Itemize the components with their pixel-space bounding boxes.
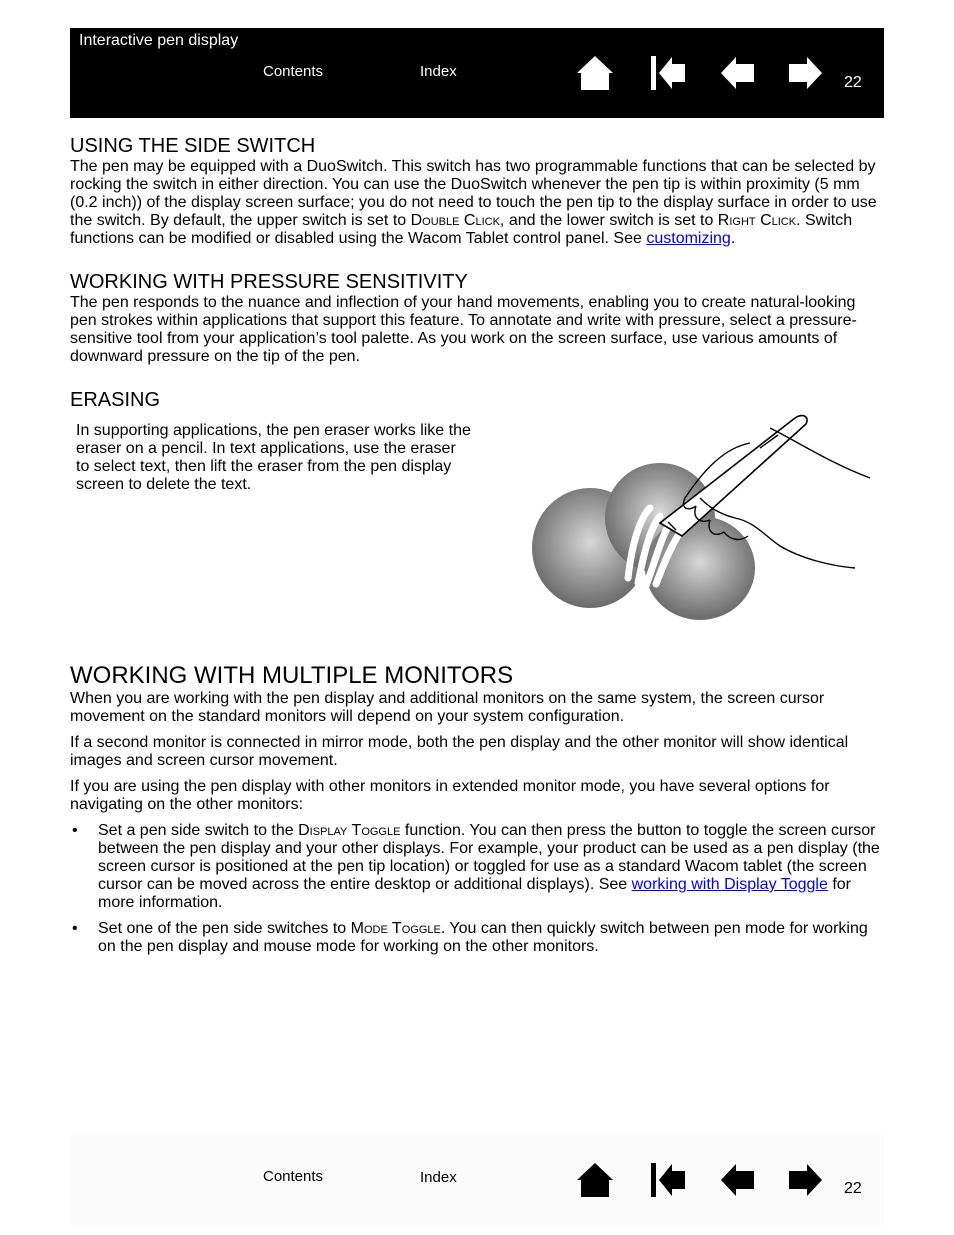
mode-toggle-term: Mode Toggle [350, 920, 441, 937]
body-text: Set one of the pen side switches to [98, 920, 351, 937]
footer-bar [70, 1135, 884, 1225]
section-side-switch [70, 134, 884, 248]
next-page-icon[interactable] [785, 1160, 825, 1200]
index-link[interactable]: Index [420, 63, 457, 80]
section-body [70, 158, 884, 248]
double-click-term: Double Click [410, 212, 500, 229]
section-heading: USING THE SIDE SWITCH [70, 135, 316, 157]
previous-page-icon[interactable] [718, 1160, 758, 1200]
display-toggle-term: Display Toggle [298, 822, 401, 839]
body-text: for more information. [98, 876, 851, 911]
home-icon[interactable] [575, 53, 615, 93]
contents-link[interactable]: Contents [263, 63, 324, 80]
first-page-icon[interactable] [648, 53, 688, 93]
list-item [70, 920, 884, 956]
page-content [70, 134, 884, 964]
section-body: If you are using the pen display with other monitors in extended monitor mode, you have several options for navigating on the other monitors: [70, 778, 830, 813]
first-page-icon[interactable] [648, 1160, 688, 1200]
body-text: The pen may be equipped with a DuoSwitch. This switch has two programmable functions that can be selected by rocking the switch in either direction. You can use the DuoSwitch whenever the pen tip is within proximity (5 mm (0.2 inch)) of the display screen surface; you do not need to touch the pen tip to the display surface in order to use the switch. By default, the upper switch is set to [70, 158, 877, 229]
right-click-term: Right Click [717, 212, 797, 229]
erasing-row [70, 422, 884, 662]
section-heading: WORKING WITH PRESSURE SENSITIVITY [70, 271, 468, 293]
header-bar [70, 28, 884, 118]
section-monitors [70, 662, 884, 956]
section-erasing [70, 388, 884, 662]
section-body: When you are working with the pen display and additional monitors on the same system, the screen cursor movement on the standard monitors will depend on your system configuration. [70, 690, 825, 725]
home-icon[interactable] [575, 1160, 615, 1200]
pen-eraser-illustration [510, 408, 890, 633]
contents-link[interactable]: Contents [263, 1168, 324, 1185]
section-body: In supporting applications, the pen eraser works like the eraser on a pencil. In text applications, use the eraser to select text, then lift the eraser from the pen display screen to delete the text. [76, 422, 471, 493]
options-list [70, 822, 884, 956]
next-page-icon[interactable] [785, 53, 825, 93]
body-text: Set a pen side switch to the [98, 822, 299, 839]
body-text: . You can then quickly switch between pen mode for working on the pen display and mouse mode for working on the other monitors. [98, 920, 868, 955]
list-item [70, 822, 884, 912]
page-number: 22 [844, 74, 862, 91]
section-body: The pen responds to the nuance and inflection of your hand movements, enabling you to create natural-looking pen strokes within applications that support this feature. To annotate and write with pressure, select a pressure-sensitive tool from your application’s tool palette. As you work on the screen surface, use various amounts of downward pressure on the tip of the pen. [70, 294, 857, 365]
index-link[interactable]: Index [420, 1169, 457, 1186]
display-toggle-link[interactable]: working with Display Toggle [631, 876, 828, 893]
previous-page-icon[interactable] [718, 53, 758, 93]
body-text: , and the lower switch is set to [499, 212, 718, 229]
document-title: Interactive pen display [79, 32, 239, 49]
section-heading: ERASING [70, 389, 161, 411]
customizing-link[interactable]: customizing [646, 230, 731, 247]
section-heading: WORKING WITH MULTIPLE MONITORS [70, 662, 514, 689]
page-number: 22 [844, 1180, 862, 1197]
section-pressure [70, 270, 884, 366]
body-text: . Switch functions can be modified or disabled using the Wacom Tablet control panel. See [70, 212, 853, 247]
section-body: If a second monitor is connected in mirror mode, both the pen display and the other monitor will show identical images and screen cursor movement. [70, 734, 849, 769]
body-text: function. You can then press the button to toggle the screen cursor between the pen display and your other displays. For example, your product can be used as a pen display (the screen cursor is positioned at the pen tip location) or toggled for use as a standard Wacom tablet (the screen cursor can be moved across the entire desktop or additional displays). See [98, 822, 880, 893]
body-text: . [730, 230, 736, 247]
